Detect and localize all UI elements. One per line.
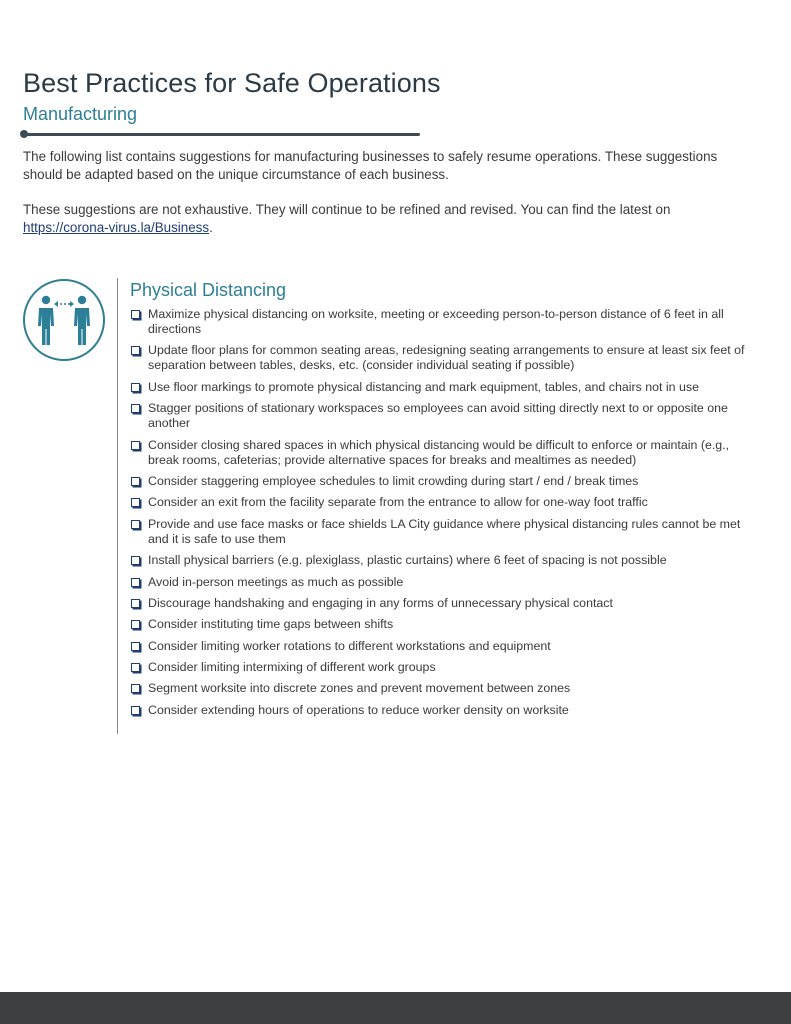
checklist-item <box>131 380 761 395</box>
checkbox-icon <box>131 498 140 507</box>
physical-distancing-icon <box>22 278 106 362</box>
intro-paragraph-2-end: . <box>209 220 213 235</box>
checklist-item-text: Consider closing shared spaces in which physical distancing would be difficult to enforce or maintain (e.g., break rooms, cafeterias; provide alternative spaces for breaks and mealtimes as needed) <box>148 437 730 467</box>
checkbox-icon <box>131 556 140 565</box>
checkbox-icon <box>131 620 140 629</box>
checklist-item-text: Segment worksite into discrete zones and prevent movement between zones <box>148 681 571 696</box>
checkbox-icon <box>131 578 140 587</box>
checklist-item <box>131 307 761 337</box>
checkbox-icon <box>131 477 140 486</box>
page-subtitle: Manufacturing <box>23 104 138 124</box>
checklist-item-text: Consider limiting worker rotations to different workstations and equipment <box>148 638 551 653</box>
section-divider <box>117 278 118 734</box>
checklist-item <box>131 703 761 718</box>
checklist-item <box>131 438 761 468</box>
checklist-item <box>131 660 761 675</box>
checklist-item-text: Consider instituting time gaps between shifts <box>148 617 394 632</box>
checklist-item-text: Consider an exit from the facility separate from the entrance to allow for one-way foot traffic <box>148 495 648 510</box>
checklist-item-text: Consider extending hours of operations to reduce worker density on worksite <box>148 702 569 717</box>
checkbox-icon <box>131 520 140 529</box>
title-divider-dot <box>20 130 28 138</box>
intro-paragraph-1: The following list contains suggestions for manufacturing businesses to safely resume operations. These suggestions should be adapted based on the unique circumstance of each business. <box>23 149 718 182</box>
page-title: Best Practices for Safe Operations <box>23 68 441 98</box>
checklist-item-text: Stagger positions of stationary workspaces so employees can avoid sitting directly next to or opposite one another <box>148 401 728 431</box>
title-divider <box>24 133 420 136</box>
footer-bar <box>0 992 791 1024</box>
intro-paragraph-2 <box>23 201 743 237</box>
checklist-item <box>131 553 761 568</box>
checklist-item <box>131 596 761 611</box>
checkbox-icon <box>131 310 140 319</box>
checklist-item-text: Update floor plans for common seating areas, redesigning seating arrangements to ensure at least six feet of separation between tables, desks, etc. (consider individual seating if possible) <box>148 343 745 373</box>
checkbox-icon <box>131 663 140 672</box>
checklist-item <box>131 575 761 590</box>
checkbox-icon <box>131 383 140 392</box>
checklist-item <box>131 639 761 654</box>
checklist-item <box>131 617 761 632</box>
checklist-item-text: Avoid in-person meetings as much as possible <box>148 574 404 589</box>
checkbox-icon <box>131 706 140 715</box>
checklist-item-text: Install physical barriers (e.g. plexiglass, plastic curtains) where 6 feet of spacing is not possible <box>148 553 667 568</box>
checklist-item <box>131 401 761 431</box>
checklist-item-text: Consider limiting intermixing of different work groups <box>148 660 436 675</box>
checklist-item <box>131 517 761 547</box>
checkbox-icon <box>131 642 140 651</box>
checklist <box>131 307 761 724</box>
checkbox-icon <box>131 684 140 693</box>
checklist-item-text: Provide and use face masks or face shields LA City guidance where physical distancing rules cannot be met and it is safe to use them <box>148 516 741 546</box>
checklist-item-text: Discourage handshaking and engaging in any forms of unnecessary physical contact <box>148 595 613 610</box>
checklist-item <box>131 474 761 489</box>
checklist-item-text: Use floor markings to promote physical distancing and mark equipment, tables, and chairs not in use <box>148 379 699 394</box>
checklist-item <box>131 343 761 373</box>
checklist-item-text: Maximize physical distancing on worksite, meeting or exceeding person-to-person distance of 6 feet in all directions <box>148 307 724 336</box>
checkbox-icon <box>131 599 140 608</box>
checklist-item <box>131 681 761 696</box>
checkbox-icon <box>131 441 140 450</box>
intro-text <box>23 148 743 254</box>
business-link[interactable]: https://corona-virus.la/Business <box>23 220 210 235</box>
checklist-item-text: Consider staggering employee schedules to limit crowding during start / end / break times <box>148 473 639 488</box>
intro-paragraph-2-text: These suggestions are not exhaustive. They will continue to be refined and revised. You can find the latest on <box>23 202 671 217</box>
checklist-item <box>131 495 761 510</box>
section-title: Physical Distancing <box>130 280 287 300</box>
checkbox-icon <box>131 404 140 413</box>
checkbox-icon <box>131 346 140 355</box>
